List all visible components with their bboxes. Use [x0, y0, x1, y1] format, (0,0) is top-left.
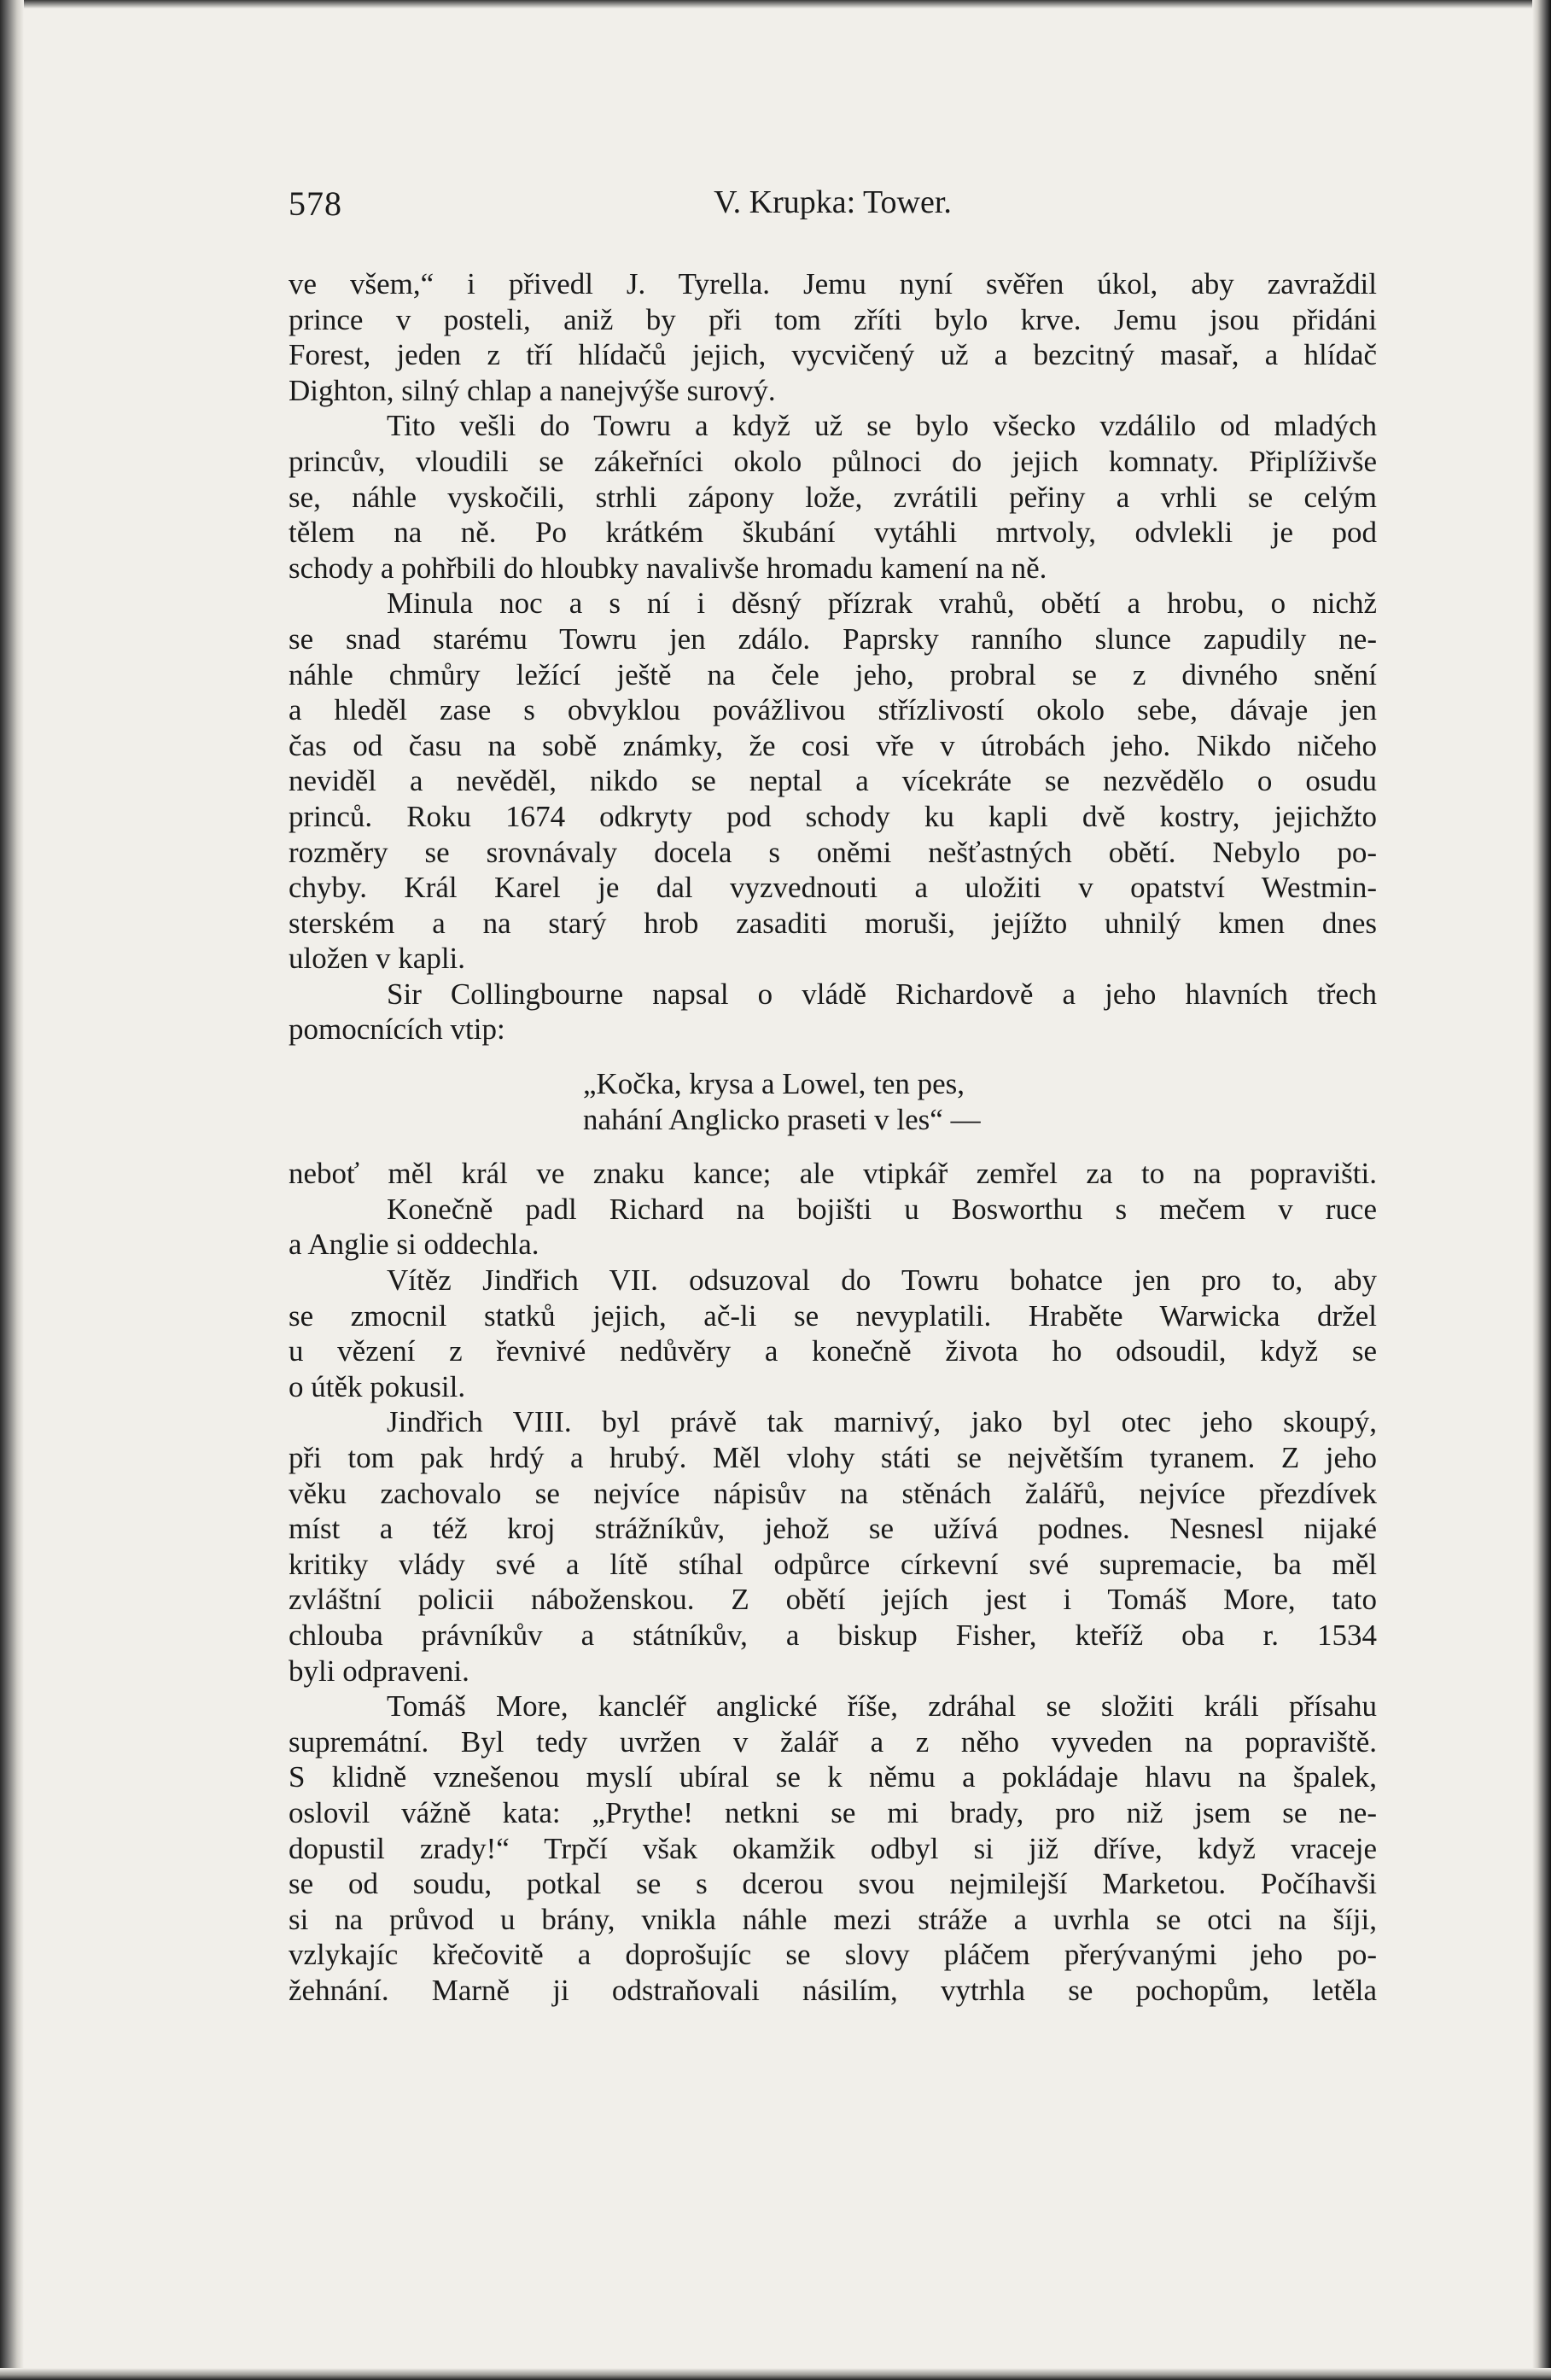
text-line: neboť měl král ve znaku kance; ale vtipkář zemřel za to na popravišti.	[289, 1157, 1377, 1191]
text-line: uložen v kapli.	[289, 942, 466, 976]
text-line: si na průvod u brány, vnikla náhle mezi stráže a uvrhla se otci na šíji,	[289, 1902, 1377, 1936]
text-line: supremátní. Byl tedy uvržen v žalář a z něho vyveden na popraviště.	[289, 1724, 1377, 1759]
text-line: tělem na ně. Po krátkém škubání vytáhli mrtvoly, odvlekli je pod	[289, 516, 1377, 550]
verse-gap	[289, 1047, 1377, 1066]
verse-line: nahání Anglicko praseti v les“ —	[583, 1102, 981, 1136]
body-text	[289, 266, 1377, 2009]
text-line: byli odpraveni.	[289, 1654, 469, 1688]
text-line: prince v posteli, aniž by při tom zříti bylo krve. Jemu jsou přidáni	[289, 302, 1377, 336]
running-head: V. Krupka: Tower.	[714, 184, 952, 220]
text-line: o útěk pokusil.	[289, 1369, 466, 1403]
text-line: Dighton, silný chlap a nanejvýše surový.	[289, 373, 776, 407]
text-line: u vězení z řevnivé nedůvěry a konečně života ho odsoudil, když se	[289, 1334, 1377, 1368]
page-number: 578	[289, 184, 342, 223]
text-line: vzlykajíc křečovitě a doprošujíc se slovy pláčem přerývanými jeho po-	[289, 1938, 1377, 1972]
text-line: chlouba právníkův a státníkův, a biskup Fisher, kteříž oba r. 1534	[289, 1618, 1377, 1652]
text-line: Konečně padl Richard na bojišti u Bosworthu s mečem v ruce	[387, 1192, 1377, 1226]
text-line: S klidně vznešenou myslí ubíral se k němu a pokládaje hlavu na špalek,	[289, 1760, 1377, 1794]
text-line: při tom pak hrdý a hrubý. Měl vlohy státi se největším tyranem. Z jeho	[289, 1441, 1377, 1474]
text-line: náhle chmůry ležící ještě na čele jeho, probral se z divného snění	[289, 657, 1377, 691]
text-line: Vítěz Jindřich VII. odsuzoval do Towru bohatce jen pro to, aby	[387, 1263, 1377, 1298]
text-line: Minula noc a s ní i děsný přízrak vrahů, obětí a hrobu, o nichž	[387, 586, 1377, 621]
text-line: se zmocnil statků jejich, ač-li se nevyplatili. Hraběte Warwicka držel	[289, 1298, 1377, 1333]
text-line: žehnání. Marně ji odstraňovali násilím, vytrhla se pochopům, letěla	[289, 1973, 1377, 2007]
verse-gap	[289, 1137, 1377, 1156]
page-edge-bottom	[0, 2368, 1551, 2380]
text-line: ve všem,“ i přivedl J. Tyrella. Jemu nyní svěřen úkol, aby zavraždil	[289, 267, 1377, 300]
text-line: míst a též kroj strážníkův, jehož se užívá podnes. Nesnesl nijaké	[289, 1512, 1377, 1546]
text-line: a Anglie si oddechla.	[289, 1228, 539, 1262]
text-line: neviděl a nevěděl, nikdo se neptal a vícekráte se nezvědělo o osudu	[289, 764, 1377, 798]
text-line: Tito vešli do Towru a když už se bylo všecko vzdálilo od mladých	[387, 409, 1377, 443]
text-line: a hleděl zase s obvyklou povážlivou střízlivostí okolo sebe, dávaje jen	[289, 693, 1377, 727]
text-line: se, náhle vyskočili, strhli zápony lože, zvrátili peřiny a vrhli se celým	[289, 480, 1377, 514]
text-line: Tomáš More, kancléř anglické říše, zdráhal se složiti králi přísahu	[387, 1689, 1377, 1724]
text-line: dopustil zrady!“ Trpčí však okamžik odbyl si již dříve, když vraceje	[289, 1831, 1377, 1865]
text-line: Jindřich VIII. byl právě tak marnivý, jako byl otec jeho skoupý,	[387, 1405, 1377, 1439]
text-line: pomocnících vtip:	[289, 1012, 505, 1047]
text-line: se od soudu, potkal se s dcerou svou nejmilejší Marketou. Počíhavši	[289, 1867, 1377, 1901]
text-line: kritiky vlády své a lítě stíhal odpůrce církevní své supremacie, ba měl	[289, 1547, 1377, 1581]
verse-line: „Kočka, krysa a Lowel, ten pes,	[583, 1067, 965, 1101]
text-line: se snad starému Towru jen zdálo. Paprsky ranního slunce zapudily ne-	[289, 621, 1377, 656]
text-line: schody a pohřbili do hloubky navalivše hromadu kamení na ně.	[289, 551, 1047, 585]
page-edge-left	[0, 0, 24, 2380]
text-line: Sir Collingbourne napsal o vládě Richardově a jeho hlavních třech	[387, 977, 1377, 1011]
text-line: čas od času na sobě známky, že cosi vře v útrobách jeho. Nikdo ničeho	[289, 728, 1377, 762]
page-edge-top	[0, 0, 1551, 9]
text-line: oslovil vážně kata: „Prythe! netkni se mi brady, pro niž jsem se ne-	[289, 1795, 1377, 1829]
text-line: věku zachovalo se nejvíce nápisův na stěnách žalářů, nejvíce přezdívek	[289, 1476, 1377, 1510]
text-line: princů. Roku 1674 odkryty pod schody ku kapli dvě kostry, jejichžto	[289, 799, 1377, 833]
text-line: princův, vloudili se zákeřníci okolo půlnoci do jejich komnaty. Připlíživše	[289, 444, 1377, 478]
text-line: rozměry se srovnávaly docela s oněmi nešťastných obětí. Nebylo po-	[289, 835, 1377, 869]
page-edge-right	[1532, 0, 1551, 2380]
text-line: Forest, jeden z tří hlídačů jejich, vycvičený už a bezcitný masař, a hlídač	[289, 338, 1377, 372]
page-header	[289, 184, 1377, 235]
text-line: chyby. Král Karel je dal vyzvednouti a uložiti v opatství Westmin-	[289, 871, 1377, 905]
text-line: sterském a na starý hrob zasaditi moruši, jejížto uhnilý kmen dnes	[289, 906, 1377, 940]
text-line: zvláštní policii náboženskou. Z obětí jejích jest i Tomáš More, tato	[289, 1583, 1377, 1617]
